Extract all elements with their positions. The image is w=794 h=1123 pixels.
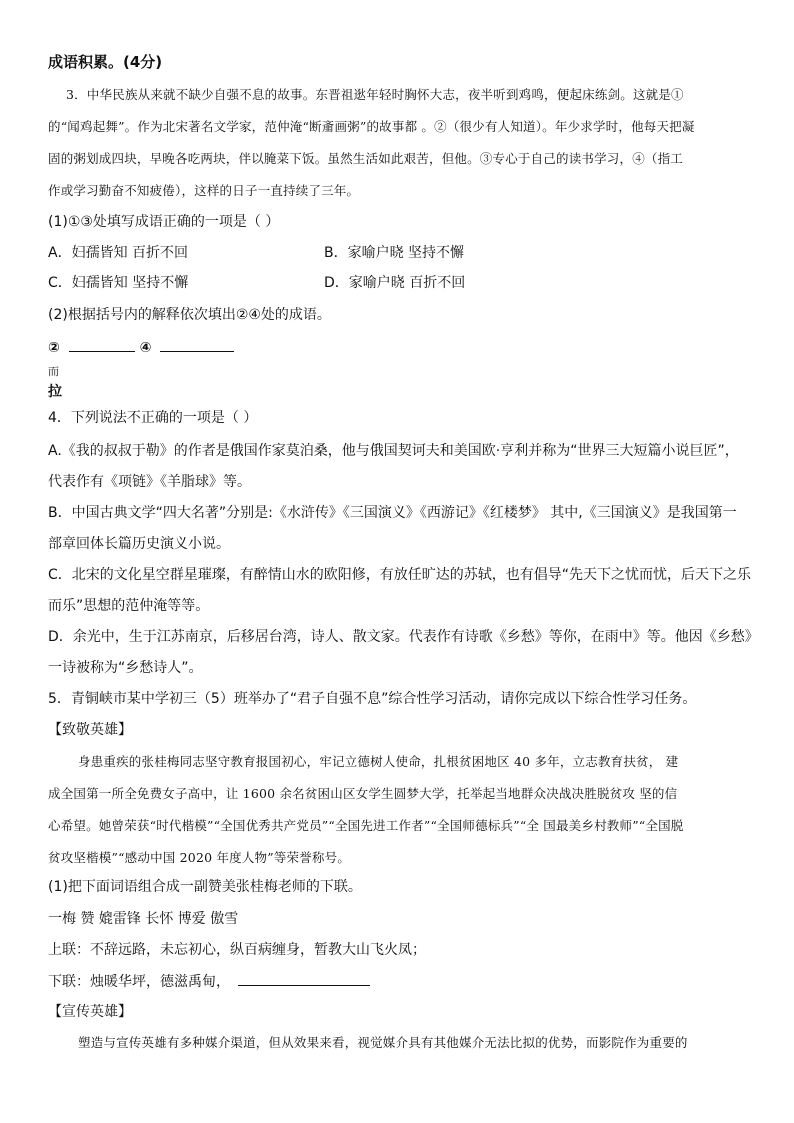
q3-line-1: 3．中华民族从来就不缺少自强不息的故事。东晋祖逖年轻时胸怀大志，夜半听到鸡鸣，便起床练剑。这就是①	[66, 87, 684, 102]
q5-sub1: (1)把下面词语组合成一副赞美张桂梅老师的下联。	[48, 879, 362, 895]
q3-option-c: C．妇孺皆知 坚持不懈	[48, 275, 189, 291]
q4-line-5: C．北宋的文化星空群星璀璨，有醉情山水的欧阳修，有放任旷达的苏轼，也有倡导“先天下之忧而忧，后天下之乐	[48, 567, 752, 583]
q3-line-2: 的“闻鸡起舞”。作为北宋著名文学家，范仲淹“断齑画粥”的故事都 。②（很少有人知道）。年少求学时，他每天把凝	[48, 119, 695, 134]
q5-title: 5．青铜峡市某中学初三（5）班举办了“君子自强不息”综合性学习活动，请你完成以下综合性学习任务。	[48, 691, 697, 707]
q4-line-4: 部章回体长篇历史演义小说。	[48, 536, 230, 552]
q5-word-list: 一梅 赞 媲雷锋 长怀 博爱 傲雪	[48, 911, 239, 927]
stray-char-2: 拉	[48, 384, 62, 400]
q5-passage1-line-4: 贫攻坚楷模”“感动中国 2020 年度人物”等荣誉称号。	[48, 850, 351, 865]
answer-blank-4[interactable]	[160, 337, 234, 352]
q3-option-b: B．家喻户晓 坚持不懈	[324, 245, 465, 261]
q5-passage1-line-3: 心希望。她曾荣获“时代楷模”“全国优秀共产党员”“全国先进工作者”“全国师德标兵”“全 国最美乡村教师”“全国脱	[48, 818, 684, 833]
q3-answer-blanks	[48, 337, 234, 358]
q4-line-6: 而乐”思想的范仲淹等等。	[48, 598, 210, 614]
q5-lower-couplet	[48, 971, 370, 992]
stray-char-1: 而	[48, 365, 59, 378]
blank-label-4: ④	[139, 340, 152, 356]
q5-heading-1: 【致敬英雄】	[48, 722, 132, 738]
q3-option-a: A．妇孺皆知 百折不回	[48, 245, 189, 261]
blank-label-2: ②	[48, 340, 60, 356]
section-title: 成语积累。(4分)	[48, 53, 163, 71]
q3-sub1: (1)①③处填写成语正确的一项是（ ）	[48, 214, 280, 230]
q5-passage1-line-2: 成全国第一所全免费女子高中，让 1600 余名贫困山区女学生圆梦大学，托举起当地群众决战决胜脱贫攻 坚的信	[48, 786, 678, 801]
q5-passage2-line-1: 塑造与宣传英雄有多种媒介渠道，但从效果来看，视觉媒介具有其他媒介无法比拟的优势，而影院作为重要的	[78, 1035, 688, 1050]
q4-line-3: B．中国古典文学“四大名著”分别是:《水浒传》《三国演义》《西游记》《红楼梦》 其中,《三国演义》是我国第一	[48, 505, 737, 521]
q5-passage1-line-1: 身患重疾的张桂梅同志坚守教育报国初心，牢记立德树人使命，扎根贫困地区 40 多年，立志教育扶贫， 建	[78, 754, 679, 769]
lower-couplet-blank[interactable]	[238, 971, 370, 986]
q3-line-3: 固的粥划成四块，早晚各吃两块，伴以腌菜下饭。虽然生活如此艰苦，但他。③专心于自己的读书学习，④（指工	[48, 151, 684, 166]
q4-line-8: 一诗被称为“乡愁诗人”。	[48, 660, 203, 676]
q3-option-d: D．家喻户晓 百折不回	[324, 275, 466, 291]
q5-heading-2: 【宣传英雄】	[48, 1004, 132, 1020]
q4-title: 4．下列说法不正确的一项是（ ）	[48, 410, 258, 426]
q3-sub2: (2)根据括号内的解释依次填出②④处的成语。	[48, 307, 331, 323]
lower-couplet-text: 下联：烛暖华坪，德滋禹甸，	[48, 974, 230, 990]
q4-line-7: D．余光中，生于江苏南京，后移居台湾，诗人、散文家。代表作有诗歌《乡愁》等你，在雨中》等。他因《乡愁》	[48, 629, 759, 645]
answer-blank-2[interactable]	[69, 337, 135, 352]
q4-line-2: 代表作有《项链》《羊脂球》等。	[48, 474, 251, 490]
q5-upper-couplet: 上联：不辞远路，未忘初心，纵百病缠身，暂教大山飞火凤；	[48, 942, 426, 958]
q4-line-1: A.《我的叔叔于勒》的作者是俄国作家莫泊桑，他与俄国契诃夫和美国欧·亨利并称为“世界三大短篇小说巨匠”，	[48, 443, 739, 459]
q3-line-4: 作或学习勤奋不知疲倦），这样的日子一直持续了三年。	[48, 183, 360, 198]
